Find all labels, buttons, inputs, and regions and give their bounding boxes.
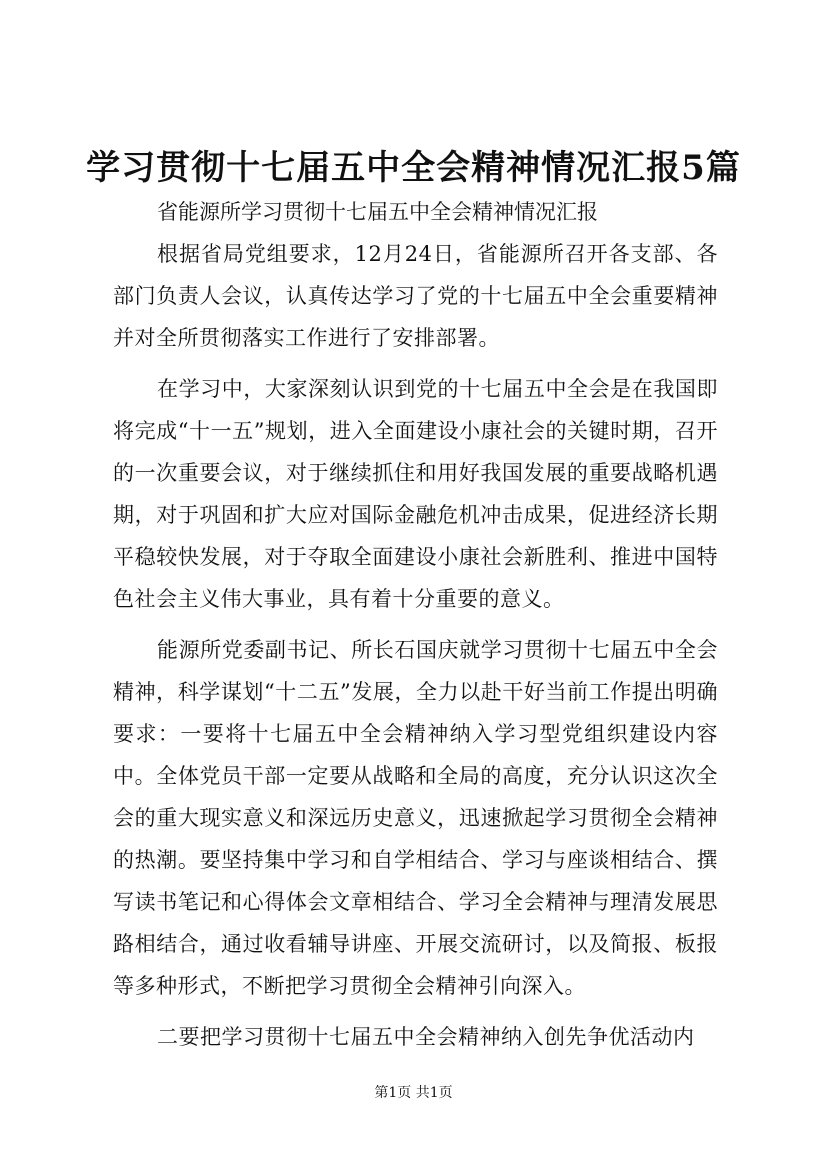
paragraph: 根据省局党组要求，12月24日，省能源所召开各支部、各部门负责人会议，认真传达学习了党的十七届五中全会重要精神并对全所贯彻落实工作进行了安排部署。 [113,242,718,350]
paragraph: 二要把学习贯彻十七届五中全会精神纳入创先争优活动内 [157,1025,695,1049]
paragraph: 在学习中，大家深刻认识到党的十七届五中全会是在我国即将完成“十一五”规划，进入全面建设小康社会的关键时期，召开的一次重要会议，对于继续抓住和用好我国发展的重要战略机遇期，对于巩固和扩大应对国际金融危机冲击成果，促进经济长期平稳较快发展，对于夺取全面建设小康社会新胜利、推进中国特色社会主义伟大事业，具有着十分重要的意义。 [113,377,718,611]
document-title: 学习贯彻十七届五中全会精神情况汇报5篇 [86,148,741,188]
page-footer [0,1083,827,1103]
paragraph: 能源所党委副书记、所长石国庆就学习贯彻十七届五中全会精神，科学谋划“十二五”发展，全力以赴干好当前工作提出明确要求：一要将十七届五中全会精神纳入学习型党组织建设内容中。全体党员干部一定要从战略和全局的高度，充分认识这次全会的重大现实意义和深远历史意义，迅速掀起学习贯彻全会精神的热潮。要坚持集中学习和自学相结合、学习与座谈相结合、撰写读书笔记和心得体会文章相结合、学习全会精神与理清发展思路相结合，通过收看辅导讲座、开展交流研讨，以及简报、板报等多种形式，不断把学习贯彻全会精神引向深入。 [113,638,718,998]
document-subtitle: 省能源所学习贯彻十七届五中全会精神情况汇报 [157,200,598,224]
page-number-label: 第1页 共1页 [374,1085,453,1101]
document-body [113,191,718,1058]
